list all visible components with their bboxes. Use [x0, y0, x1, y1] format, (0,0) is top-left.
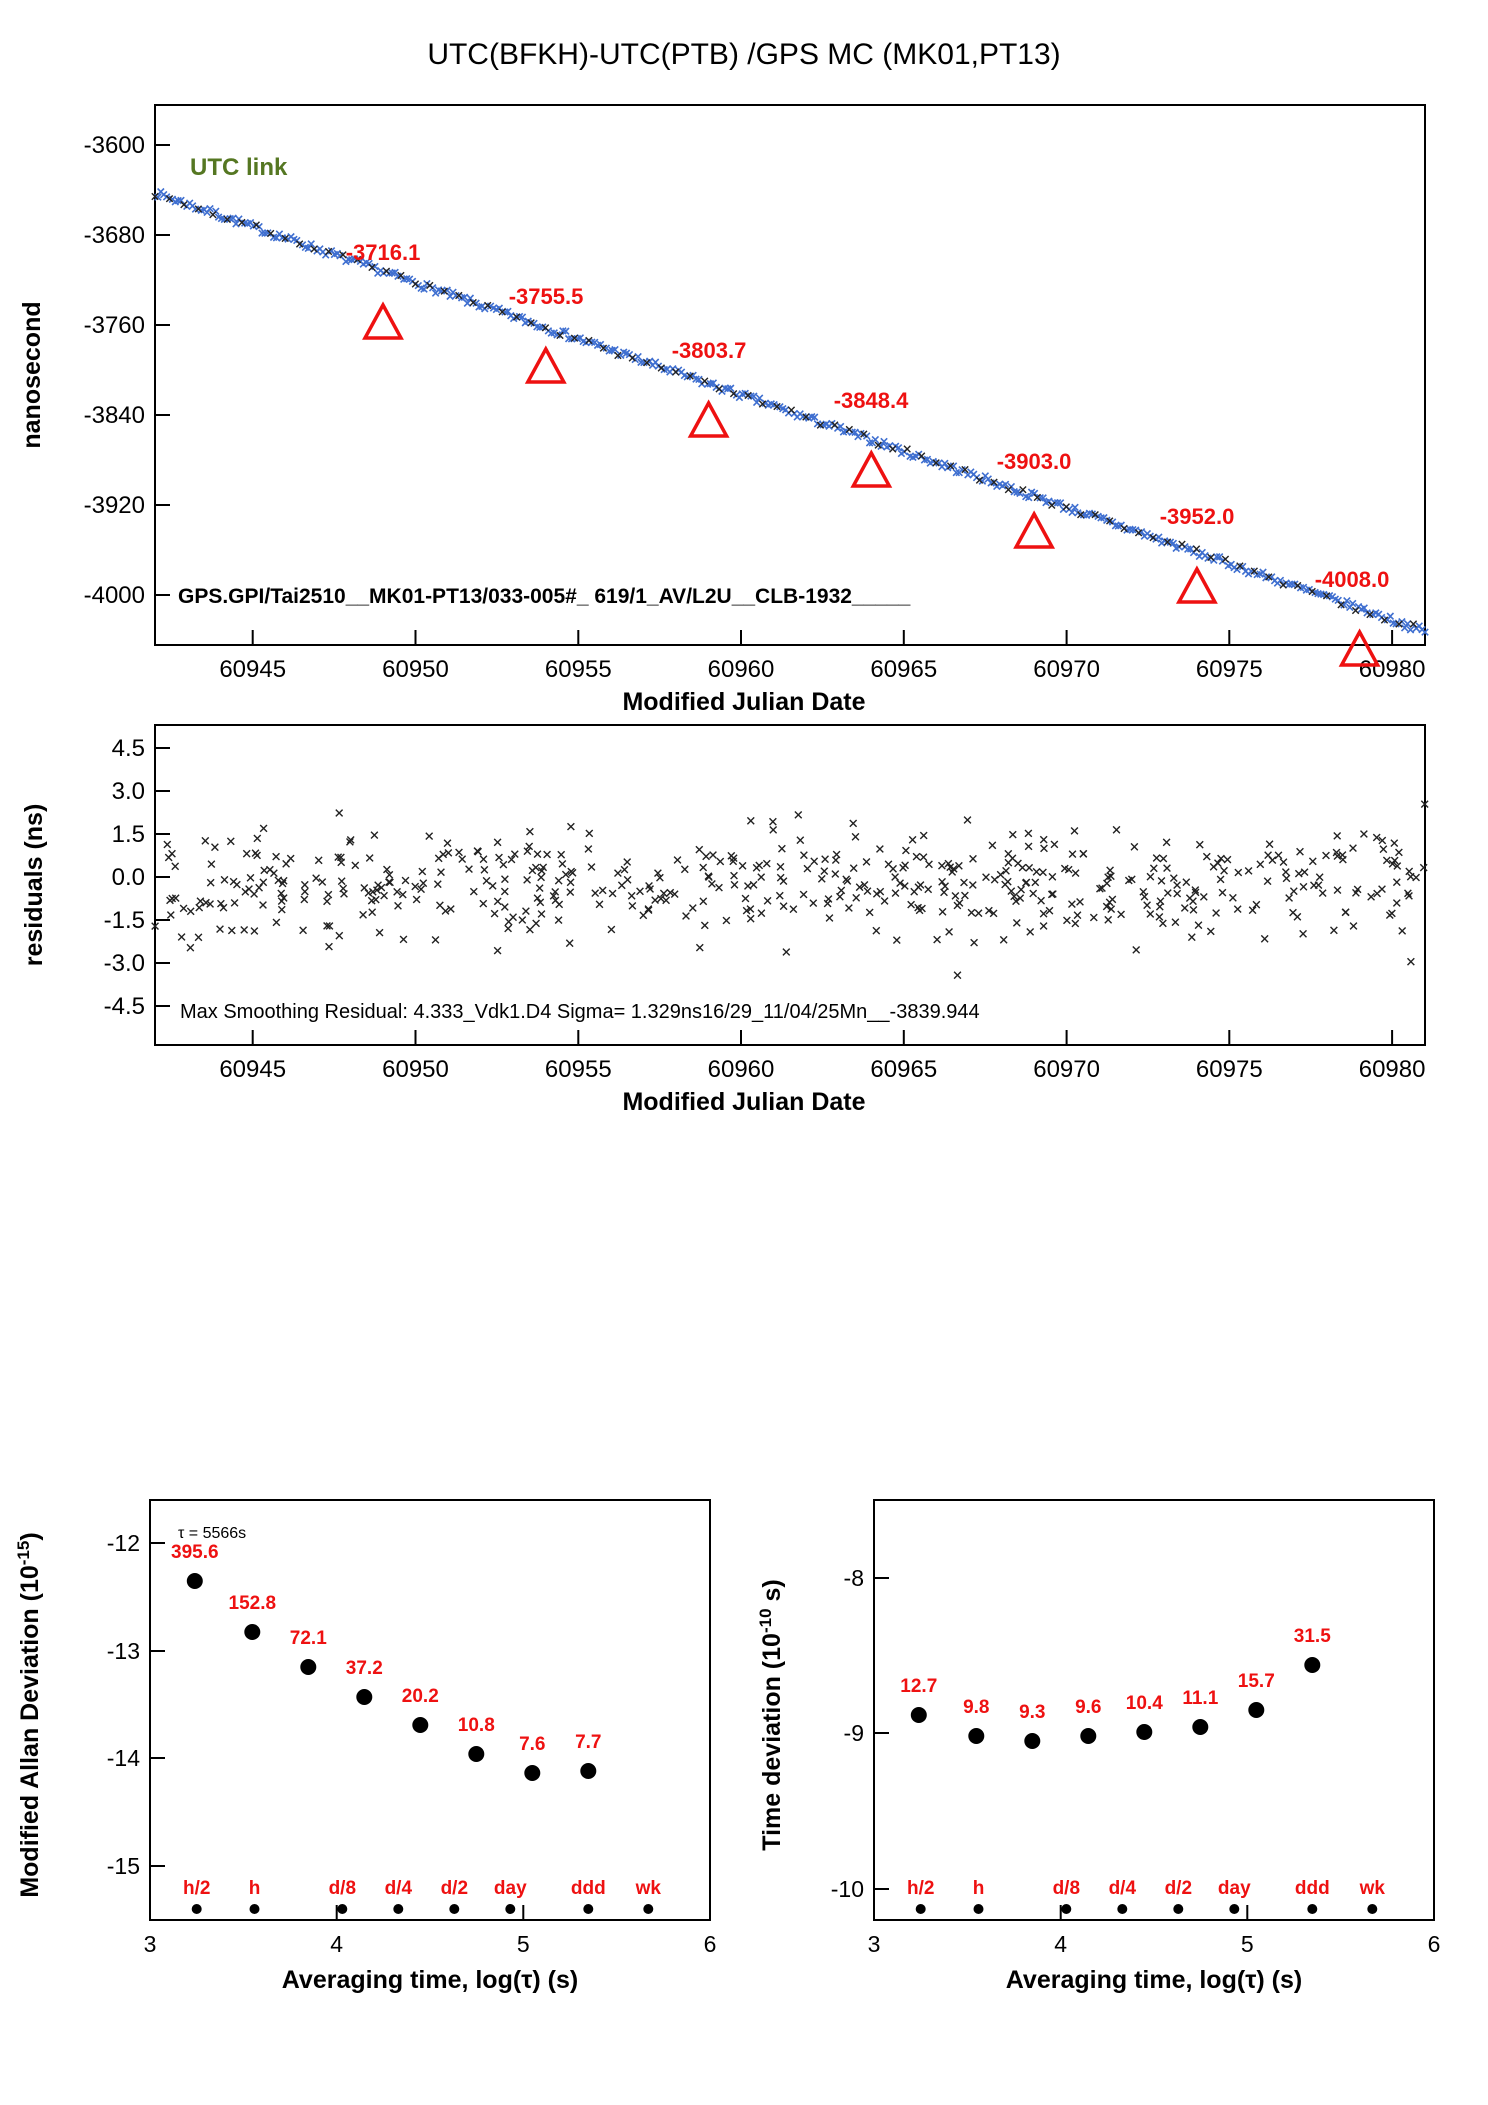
panel1-xlabel: Modified Julian Date: [622, 688, 866, 716]
bottom-tick-label: d/8: [328, 1878, 357, 1899]
panel3-xtick: 4: [330, 1931, 344, 1957]
point-label: 10.8: [457, 1715, 495, 1736]
point-label: 10.4: [1125, 1693, 1163, 1714]
panel1-ytick: -3920: [83, 492, 145, 519]
panel4-ytick: -8: [843, 1565, 864, 1591]
panel3-xlabel: Averaging time, log(τ) (s): [281, 1966, 579, 1994]
panel3-data: [171, 1542, 601, 1781]
panel3-xtick: 6: [703, 1931, 717, 1957]
point-label: 7.7: [575, 1732, 602, 1753]
marker-label: -3716.1: [345, 240, 421, 265]
bottom-tick-label: h: [248, 1878, 261, 1899]
bottom-tick-label: ddd: [1294, 1878, 1330, 1899]
panel2-ytick: 1.5: [111, 821, 145, 848]
panel4-ylabel: Time deviation ($10^{-10}$ s): [756, 1579, 786, 1851]
point-label: 7.6: [519, 1734, 546, 1755]
panel2-ylabel: residuals (ns): [20, 803, 48, 967]
bottom-tick-label: day: [493, 1878, 527, 1899]
bottom-tick-label: h/2: [182, 1878, 211, 1899]
bottom-tick-label: wk: [1359, 1878, 1385, 1899]
panel1-ytick: -4000: [83, 582, 145, 609]
bottom-tick-label: wk: [635, 1878, 661, 1899]
bottom-tick-label: d/2: [1164, 1878, 1193, 1899]
panel1-annotation: GPS.GPI/Tai2510__MK01-PT13/033-005#_ 619/1_AV/L2U__CLB-1932_____: [178, 585, 911, 608]
data-point: [229, 1593, 277, 1640]
marker-label: -3952.0: [1159, 504, 1235, 529]
point-label: 37.2: [345, 1658, 383, 1679]
panel-mdev: [0, 1480, 744, 2105]
panel4-xlabel: Averaging time, log(τ) (s): [1005, 1966, 1303, 1994]
point-label: 15.7: [1237, 1671, 1275, 1692]
panel4-bottom-ticks: [907, 1878, 1385, 1914]
panel1-legend: UTC link: [190, 154, 288, 181]
bottom-tick-label: h: [972, 1878, 985, 1899]
panel4-y-axis: [831, 1565, 889, 1902]
point-label: 9.8: [963, 1697, 990, 1718]
panel1-ytick: -3760: [83, 312, 145, 339]
panel4-xtick: 5: [1240, 1931, 1254, 1957]
panel2-ytick: -4.5: [103, 993, 145, 1020]
panel2-xtick: 60980: [1358, 1056, 1426, 1083]
point-label: 72.1: [289, 1628, 327, 1649]
panel2-ytick: 4.5: [111, 735, 145, 762]
panel1-ytick: -3600: [83, 132, 145, 159]
panel1-y-axis: [84, 132, 170, 609]
panel2-ytick: -3.0: [103, 950, 145, 977]
data-point: [346, 1658, 383, 1705]
point-label: 152.8: [228, 1593, 277, 1614]
panel1-xtick: 60965: [870, 656, 938, 683]
panel1-xtick: 60970: [1033, 656, 1100, 683]
data-point: [402, 1686, 439, 1733]
panel2-xlabel: Modified Julian Date: [622, 1088, 866, 1116]
panel1-xtick: 60975: [1195, 656, 1263, 683]
panel2-ytick: 3.0: [111, 778, 145, 805]
data-point: [1019, 1702, 1045, 1749]
data-point: [290, 1628, 327, 1675]
bottom-tick-label: d/4: [384, 1878, 413, 1899]
bottom-tick-label: d/8: [1052, 1878, 1081, 1899]
panel-tdev: [744, 1480, 1488, 2105]
marker-group: [997, 449, 1072, 547]
point-label: 12.7: [900, 1676, 938, 1697]
bottom-tick-label: d/4: [1108, 1878, 1137, 1899]
marker-label: -3903.0: [996, 449, 1072, 474]
panel4-xtick: 3: [867, 1931, 881, 1957]
bottom-tick-label: d/2: [440, 1878, 469, 1899]
panel1-xtick: 60955: [544, 656, 612, 683]
panel1-ytick: -3680: [83, 222, 145, 249]
marker-label: -3803.7: [671, 338, 747, 363]
data-point: [519, 1734, 545, 1781]
panel1-xtick: 60960: [707, 656, 775, 683]
panel2-x-axis: [219, 1030, 1425, 1083]
panel-utc-link: [0, 80, 1488, 716]
panel3-x-axis: [144, 1905, 717, 1957]
marker-group: [834, 388, 909, 486]
panel1-ytick: -3840: [83, 402, 145, 429]
panel2-data-points: [152, 801, 1428, 979]
data-point: [1075, 1697, 1101, 1744]
panel1-xtick: 60945: [219, 656, 287, 683]
data-point: [458, 1715, 495, 1762]
panel2-annotation: Max Smoothing Residual: 4.333_Vdk1.D4 Sigma= 1.329ns16/29_11/04/25Mn__-3839.944: [180, 1001, 980, 1023]
panel1-xtick: 60980: [1358, 656, 1426, 683]
panel2-ytick: 0.0: [111, 864, 145, 891]
panel4-ytick: -10: [830, 1876, 864, 1902]
data-point: [900, 1676, 937, 1723]
point-label: 9.6: [1075, 1697, 1102, 1718]
panel2-xtick: 60950: [382, 1056, 449, 1083]
panel4-x-axis: [868, 1905, 1441, 1957]
panel3-ytick: -14: [106, 1745, 140, 1771]
bottom-tick-label: ddd: [570, 1878, 606, 1899]
data-point: [1238, 1671, 1275, 1718]
marker-group: [672, 338, 747, 436]
bottom-tick-label: h/2: [906, 1878, 935, 1899]
panel2-xtick: 60955: [544, 1056, 612, 1083]
panel3-ytick: -15: [106, 1853, 140, 1879]
panel1-ylabel: nanosecond: [18, 301, 46, 449]
chart-title: [0, 30, 1488, 78]
point-label: 11.1: [1182, 1688, 1219, 1709]
panel2-xtick: 60975: [1195, 1056, 1263, 1083]
point-label: 395.6: [171, 1542, 219, 1563]
data-point: [575, 1732, 601, 1779]
panel1-x-axis: [219, 630, 1425, 683]
panel4-data: [900, 1626, 1331, 1749]
panel3-bottom-ticks: [183, 1878, 661, 1914]
panel4-xtick: 4: [1054, 1931, 1068, 1957]
panel4-xtick: 6: [1427, 1931, 1441, 1957]
panel2-xtick: 60960: [707, 1056, 775, 1083]
panel3-xtick: 3: [143, 1931, 157, 1957]
point-label: 20.2: [401, 1686, 439, 1707]
panel-residuals: [0, 715, 1488, 1115]
marker-group: [346, 240, 421, 338]
panel2-ytick: -1.5: [103, 907, 145, 934]
marker-label: -3755.5: [508, 284, 584, 309]
panel4-ytick: -9: [843, 1720, 864, 1746]
panel3-ylabel: Modified Allan Deviation $(10^{-15})$: [14, 1532, 44, 1898]
panel3-tau-note: τ = 5566s: [178, 1525, 247, 1542]
panel3-ytick: -13: [106, 1638, 140, 1664]
marker-label: -4008.0: [1314, 567, 1390, 592]
panel2-xtick: 60945: [219, 1056, 287, 1083]
point-label: 31.5: [1293, 1626, 1331, 1647]
bottom-tick-label: day: [1217, 1878, 1251, 1899]
data-point: [1294, 1626, 1331, 1673]
marker-label: -3848.4: [833, 388, 909, 413]
panel3-xtick: 5: [516, 1931, 530, 1957]
panel3-ytick: -12: [106, 1530, 140, 1556]
data-point: [1126, 1693, 1163, 1740]
point-label: 9.3: [1019, 1702, 1046, 1723]
data-point: [171, 1542, 219, 1589]
panel2-y-axis: [104, 735, 170, 1020]
chart-title-text: UTC(BFKH)-UTC(PTB) /GPS MC (MK01,PT13): [427, 38, 1061, 71]
panel2-xtick: 60965: [870, 1056, 938, 1083]
data-point: [1182, 1688, 1218, 1735]
data-point: [963, 1697, 989, 1744]
panel3-y-axis: [107, 1530, 165, 1879]
panel2-xtick: 60970: [1033, 1056, 1100, 1083]
panel1-xtick: 60950: [382, 656, 449, 683]
